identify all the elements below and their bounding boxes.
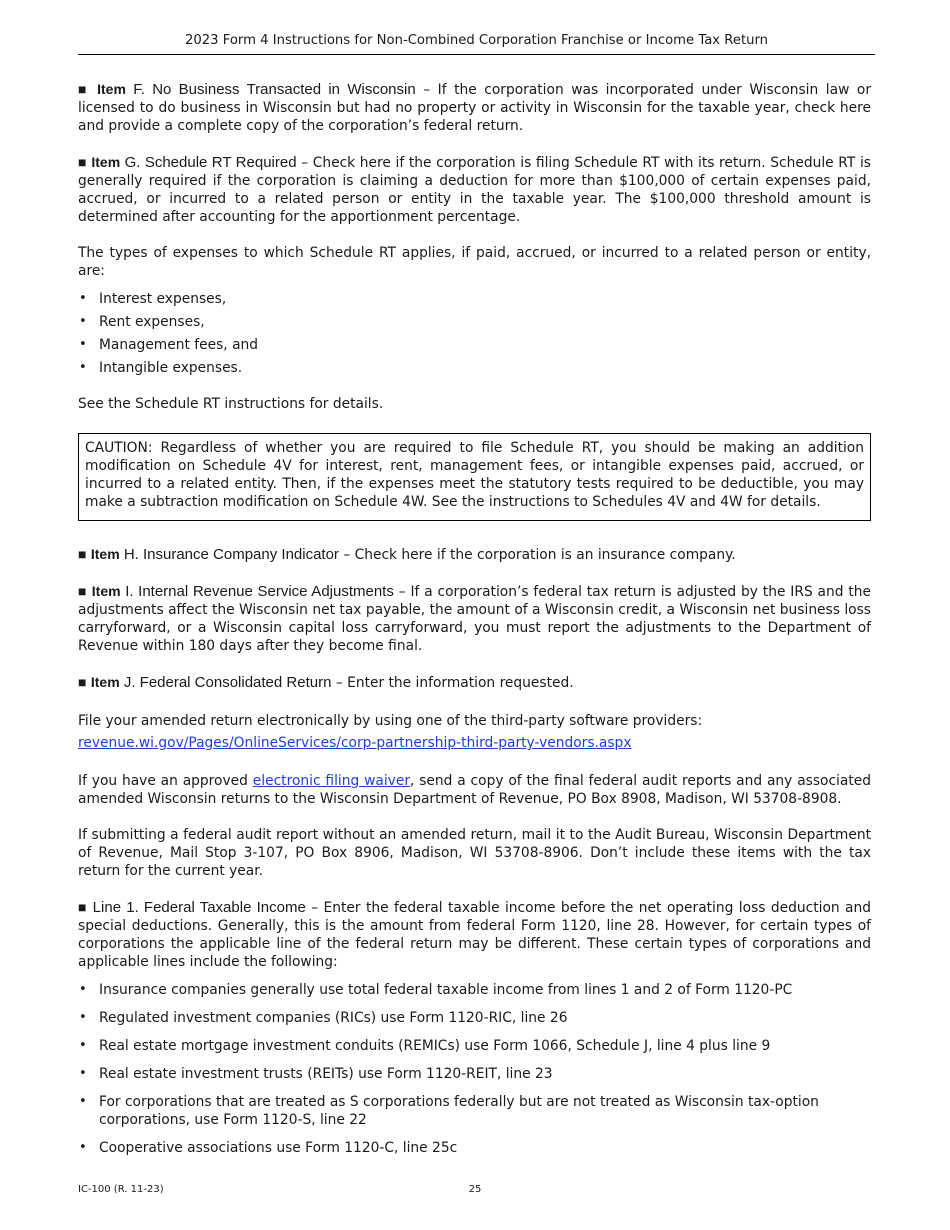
item-j-text: – Enter the information requested. [331, 675, 574, 691]
form-id: IC-100 (R. 11-23) [78, 1184, 164, 1195]
filing-waiver-link[interactable]: electronic filing waiver [252, 773, 410, 789]
item-i-paragraph [78, 582, 871, 655]
list-item: • Real estate mortgage investment conduits (REMICs) use Form 1066, Schedule J, line 4 plus line 9 [78, 1037, 871, 1055]
item-label: Item [91, 583, 121, 599]
amended-return-text: File your amended return electronically by using one of the third-party software providers: [78, 713, 703, 729]
item-j-paragraph [78, 673, 871, 692]
item-i-title: I. Internal Revenue Service Adjustments [120, 583, 394, 600]
list-item: • Real estate investment trusts (REITs) use Form 1120-REIT, line 23 [78, 1065, 871, 1083]
item-marker: ■ [78, 583, 87, 599]
caution-text: CAUTION: Regardless of whether you are required to file Schedule RT, you should be making an addition modification on Schedule 4V for interest, rent, management fees, or intangible expenses paid, accrued, or incurred to a related entity. Then, if the expenses meet the statutory tests required to be deductible, you may make a subtraction modification on Schedule 4W. See the instructions to Schedules 4V and 4W for details. [85, 440, 864, 510]
page-number: 25 [468, 1184, 482, 1195]
item-j-title: J. Federal Consolidated Return [119, 674, 332, 691]
list-item: • Regulated investment companies (RICs) use Form 1120-RIC, line 26 [78, 1009, 871, 1027]
item-g-text: – Check here if the corporation is filing Schedule RT with its return. Schedule RT is generally required if the corporation is claiming a deduction for more than $100,000 of certain expenses paid, accrued, or incurred to a related person or entity in the taxable year. The $100,000 threshold amount is determined after accounting for the apportionment percentage. [78, 155, 871, 225]
list-item: • Rent expenses, [78, 313, 871, 331]
item-i-text: – If a corporation’s federal tax return is adjusted by the IRS and the adjustments affect the Wisconsin net tax payable, the amount of a Wisconsin credit, a Wisconsin net business loss carryforward, or a Wisconsin capital loss carryforward, you must report the adjustments to the Department of Revenue within 180 days after they become final. [78, 584, 871, 654]
list-item: • Insurance companies generally use total federal taxable income from lines 1 and 2 of Form 1120-PC [78, 981, 871, 999]
item-marker: ■ [78, 674, 87, 690]
item-marker: ■ [78, 899, 88, 915]
list-item: • Interest expenses, [78, 290, 871, 308]
list-item: • For corporations that are treated as S corporations federally but are not treated as Wisconsin tax-option corporations, use Form 1120-S, line 22 [78, 1093, 871, 1129]
document-body [78, 80, 871, 1167]
item-f-title: F. No Business Transacted in Wisconsin [125, 81, 416, 98]
item-h-title: H. Insurance Company Indicator [119, 546, 339, 563]
form-lines-list [78, 981, 871, 1157]
waiver-before: If you have an approved [78, 773, 253, 789]
waiver-after: , send a copy of the final federal audit reports and any associated amended Wisconsin returns to the Wisconsin Department of Revenue, PO Box 8908, Madison, WI 53708-8908. [78, 773, 871, 807]
item-label: Item [90, 674, 120, 690]
list-item: • Intangible expenses. [78, 359, 871, 377]
item-marker: ■ [78, 81, 90, 97]
item-g-title: G. Schedule RT Required [120, 154, 297, 171]
header-rule [78, 54, 875, 55]
item-h-text: – Check here if the corporation is an insurance company. [338, 547, 736, 563]
item-f-text: – If the corporation was incorporated under Wisconsin law or licensed to do business in Wisconsin but had no property or activity in Wisconsin for the taxable year, check here and provide a complete copy of the corporation’s federal return. [78, 82, 871, 134]
item-f-paragraph [78, 80, 871, 135]
see-schedule-rt: See the Schedule RT instructions for details. [78, 396, 384, 412]
expenses-list [78, 290, 871, 377]
vendors-link[interactable]: revenue.wi.gov/Pages/OnlineServices/corp-partnership-third-party-vendors.aspx [78, 735, 632, 751]
waiver-paragraph [78, 772, 871, 808]
line-1-title: Line 1. Federal Taxable Income [87, 899, 306, 916]
item-marker: ■ [78, 546, 87, 562]
audit-paragraph: If submitting a federal audit report without an amended return, mail it to the Audit Bureau, Wisconsin Department of Revenue, Mail Stop 3-107, PO Box 8906, Madison, WI 53708-8906. Don’t include these items with the tax return for the current year. [78, 827, 871, 879]
line-1-paragraph [78, 898, 871, 971]
item-label: Item [97, 81, 126, 97]
item-label: Item [90, 546, 120, 562]
vendors-link-line [78, 734, 871, 752]
line-1-text: – Enter the federal taxable income before the net operating loss deduction and special deductions. Generally, this is the amount from federal Form 1120, line 28. However, for certain types of corporations the applicable line of the federal return may be different. These certain types of corporations and applicable lines include the following: [78, 900, 871, 970]
item-marker: ■ [78, 154, 87, 170]
list-item: • Management fees, and [78, 336, 871, 354]
item-h-paragraph [78, 545, 871, 564]
page-header: 2023 Form 4 Instructions for Non-Combined Corporation Franchise or Income Tax Return [184, 33, 769, 48]
item-g-paragraph [78, 153, 871, 226]
caution-box [78, 433, 871, 521]
expenses-intro: The types of expenses to which Schedule RT applies, if paid, accrued, or incurred to a related person or entity, are: [78, 245, 871, 279]
list-item: • Cooperative associations use Form 1120-C, line 25c [78, 1139, 871, 1157]
item-label: Item [91, 154, 121, 170]
